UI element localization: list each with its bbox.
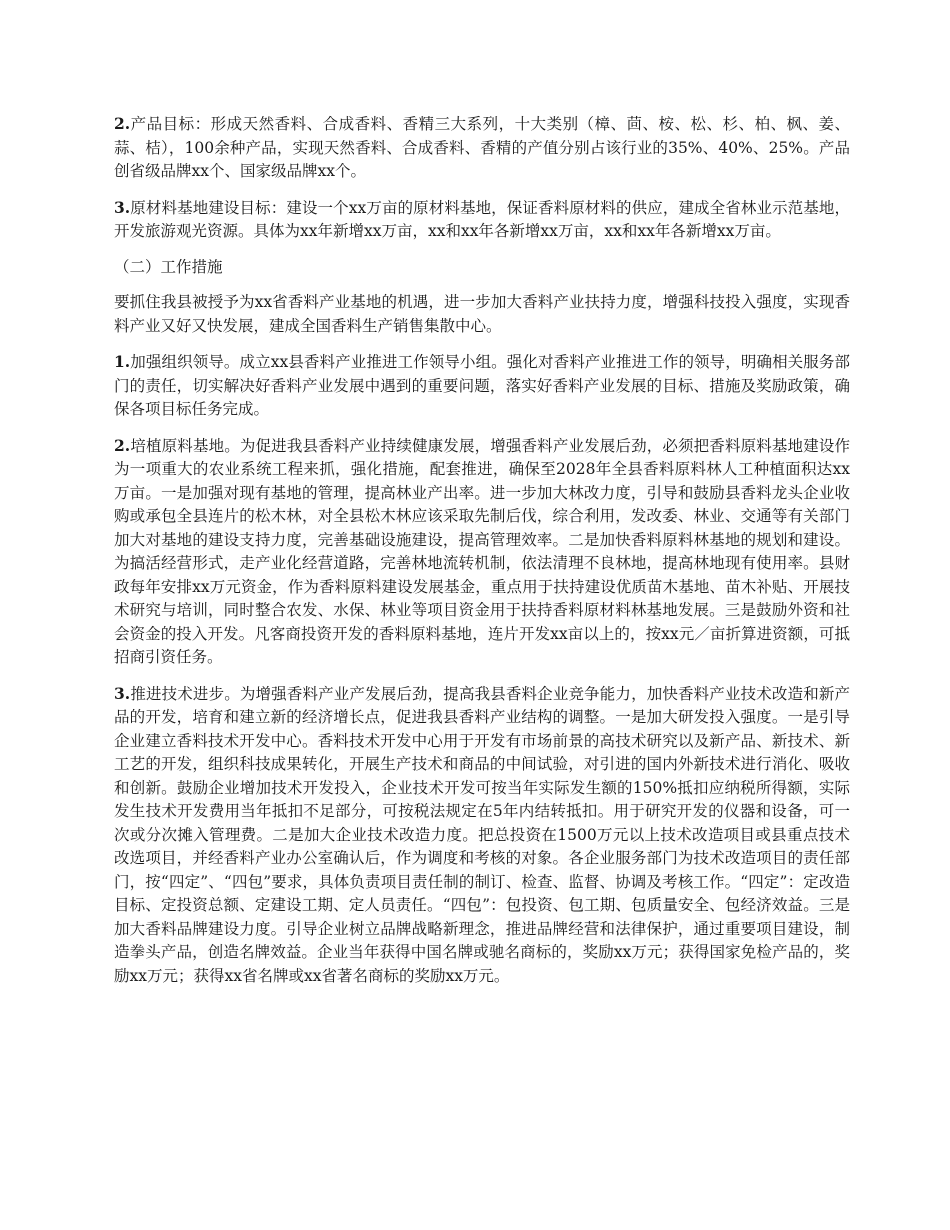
paragraph-text: 推进技术进步。为增强香料产业产发展后劲，提高我县香料企业竞争能力，加快香料产业技术改造和新产品的开发，培育和建立新的经济增长点，促进我县香料产业结构的调整。一是加大研发投入强度。一是引导企业建立香料技术开发中心。香料技术开发中心用于开发有市场前景的高技术研究以及新产品、新技术、新工艺的开发，组织科技成果转化，开展生产技术和商品的中间试验，对引进的国内外新技术进行消化、吸收和创新。鼓励企业增加技术开发投入，企业技术开发可按当年实际发生额的150%抵扣应纳税所得额，实际发生技术开发费用当年抵扣不足部分，可按税法规定在5年内结转抵扣。用于研究开发的仪器和设备，可一次或分次摊入管理费。二是加大企业技术改造力度。把总投资在1500万元以上技术改造项目或县重点技术改选项目，并经香料产业办公室确认后，作为调度和考核的对象。各企业服务部门为技术改造项目的责任部门，按“四定”、“四包”要求，具体负责项目责任制的制订、检查、监督、协调及考核工作。“四定”：定改造目标、定投资总额、定建设工期、定人员责任。“四包”：包投资、包工期、包质量安全、包经济效益。三是加大香料品牌建设力度。引导企业树立品牌战略新理念，推进品牌经营和法律保护，通过重要项目建设，制造拳头产品，创造名牌效益。企业当年获得中国名牌或驰名商标的，奖励xx万元；获得国家免检产品的，奖励xx万元；获得xx省名牌或xx省著名商标的奖励xx万元。 xyxy=(114,684,850,985)
paragraph-intro-measures xyxy=(114,291,850,338)
paragraph-text: 产品目标：形成天然香料、合成香料、香精三大系列，十大类别（樟、茴、桉、松、杉、柏、枫、姜、蒜、桔），100余种产品，实现天然香料、合成香料、香精的产值分别占该行业的35%、40%、25%。产品创省级品牌xx个、国家级品牌xx个。 xyxy=(114,115,850,180)
paragraph-product-goal xyxy=(114,112,850,184)
paragraph-number: 3. xyxy=(114,197,131,217)
heading-text: （二）工作措施 xyxy=(114,257,223,276)
paragraph-raw-material-base xyxy=(114,434,850,670)
paragraph-organization-leadership xyxy=(114,350,850,422)
document-body xyxy=(114,112,850,1000)
paragraph-number: 3. xyxy=(114,683,131,703)
paragraph-technology-progress xyxy=(114,682,850,989)
paragraph-text: 要抓住我县被授予为xx省香料产业基地的机遇，进一步加大香料产业扶持力度，增强科技投入强度，实现香料产业又好又快发展，建成全国香料生产销售集散中心。 xyxy=(114,293,850,335)
paragraph-text: 培植原料基地。为促进我县香料产业持续健康发展，增强香料产业发展后劲，必须把香料原料基地建设作为一项重大的农业系统工程来抓，强化措施，配套推进，确保至2028年全县香料原料林人工种植面积达xx万亩。一是加强对现有基地的管理，提高林业产出率。进一步加大林改力度，引导和鼓励县香料龙头企业收购或承包全县连片的松木林，对全县松木林应该采取先制后伐，综合利用，发改委、林业、交通等有关部门加大对基地的建设支持力度，完善基础设施建设，提高管理效率。二是加快香料原料林基地的规划和建设。为搞活经营形式，走产业化经营道路，完善林地流转机制，依法清理不良林地，提高林地现有使用率。县财政每年安排xx万元资金，作为香料原料建设发展基金，重点用于扶持建设优质苗木基地、苗木补贴、开展技术研究与培训，同时整合农发、水保、林业等项目资金用于扶持香料原材料林基地发展。三是鼓励外资和社会资金的投入开发。凡客商投资开发的香料原料基地，连片开发xx亩以上的，按xx元／亩折算进资额，可抵招商引资任务。 xyxy=(114,436,850,666)
paragraph-number: 2. xyxy=(114,435,131,455)
section-heading-work-measures xyxy=(114,256,850,280)
paragraph-text: 加强组织领导。成立xx县香料产业推进工作领导小组。强化对香料产业推进工作的领导，明确相关服务部门的责任，切实解决好香料产业发展中遇到的重要问题，落实好香料产业发展的目标、措施及奖励政策，确保各项目标任务完成。 xyxy=(114,353,850,418)
paragraph-raw-material-goal xyxy=(114,196,850,244)
paragraph-number: 1. xyxy=(114,352,131,371)
paragraph-text: 原材料基地建设目标：建设一个xx万亩的原材料基地，保证香料原材料的供应，建成全省林业示范基地，开发旅游观光资源。具体为xx年新增xx万亩，xx和xx年各新增xx万亩，xx和xx年各新增xx万亩。 xyxy=(114,198,850,240)
paragraph-number: 2. xyxy=(114,114,131,133)
